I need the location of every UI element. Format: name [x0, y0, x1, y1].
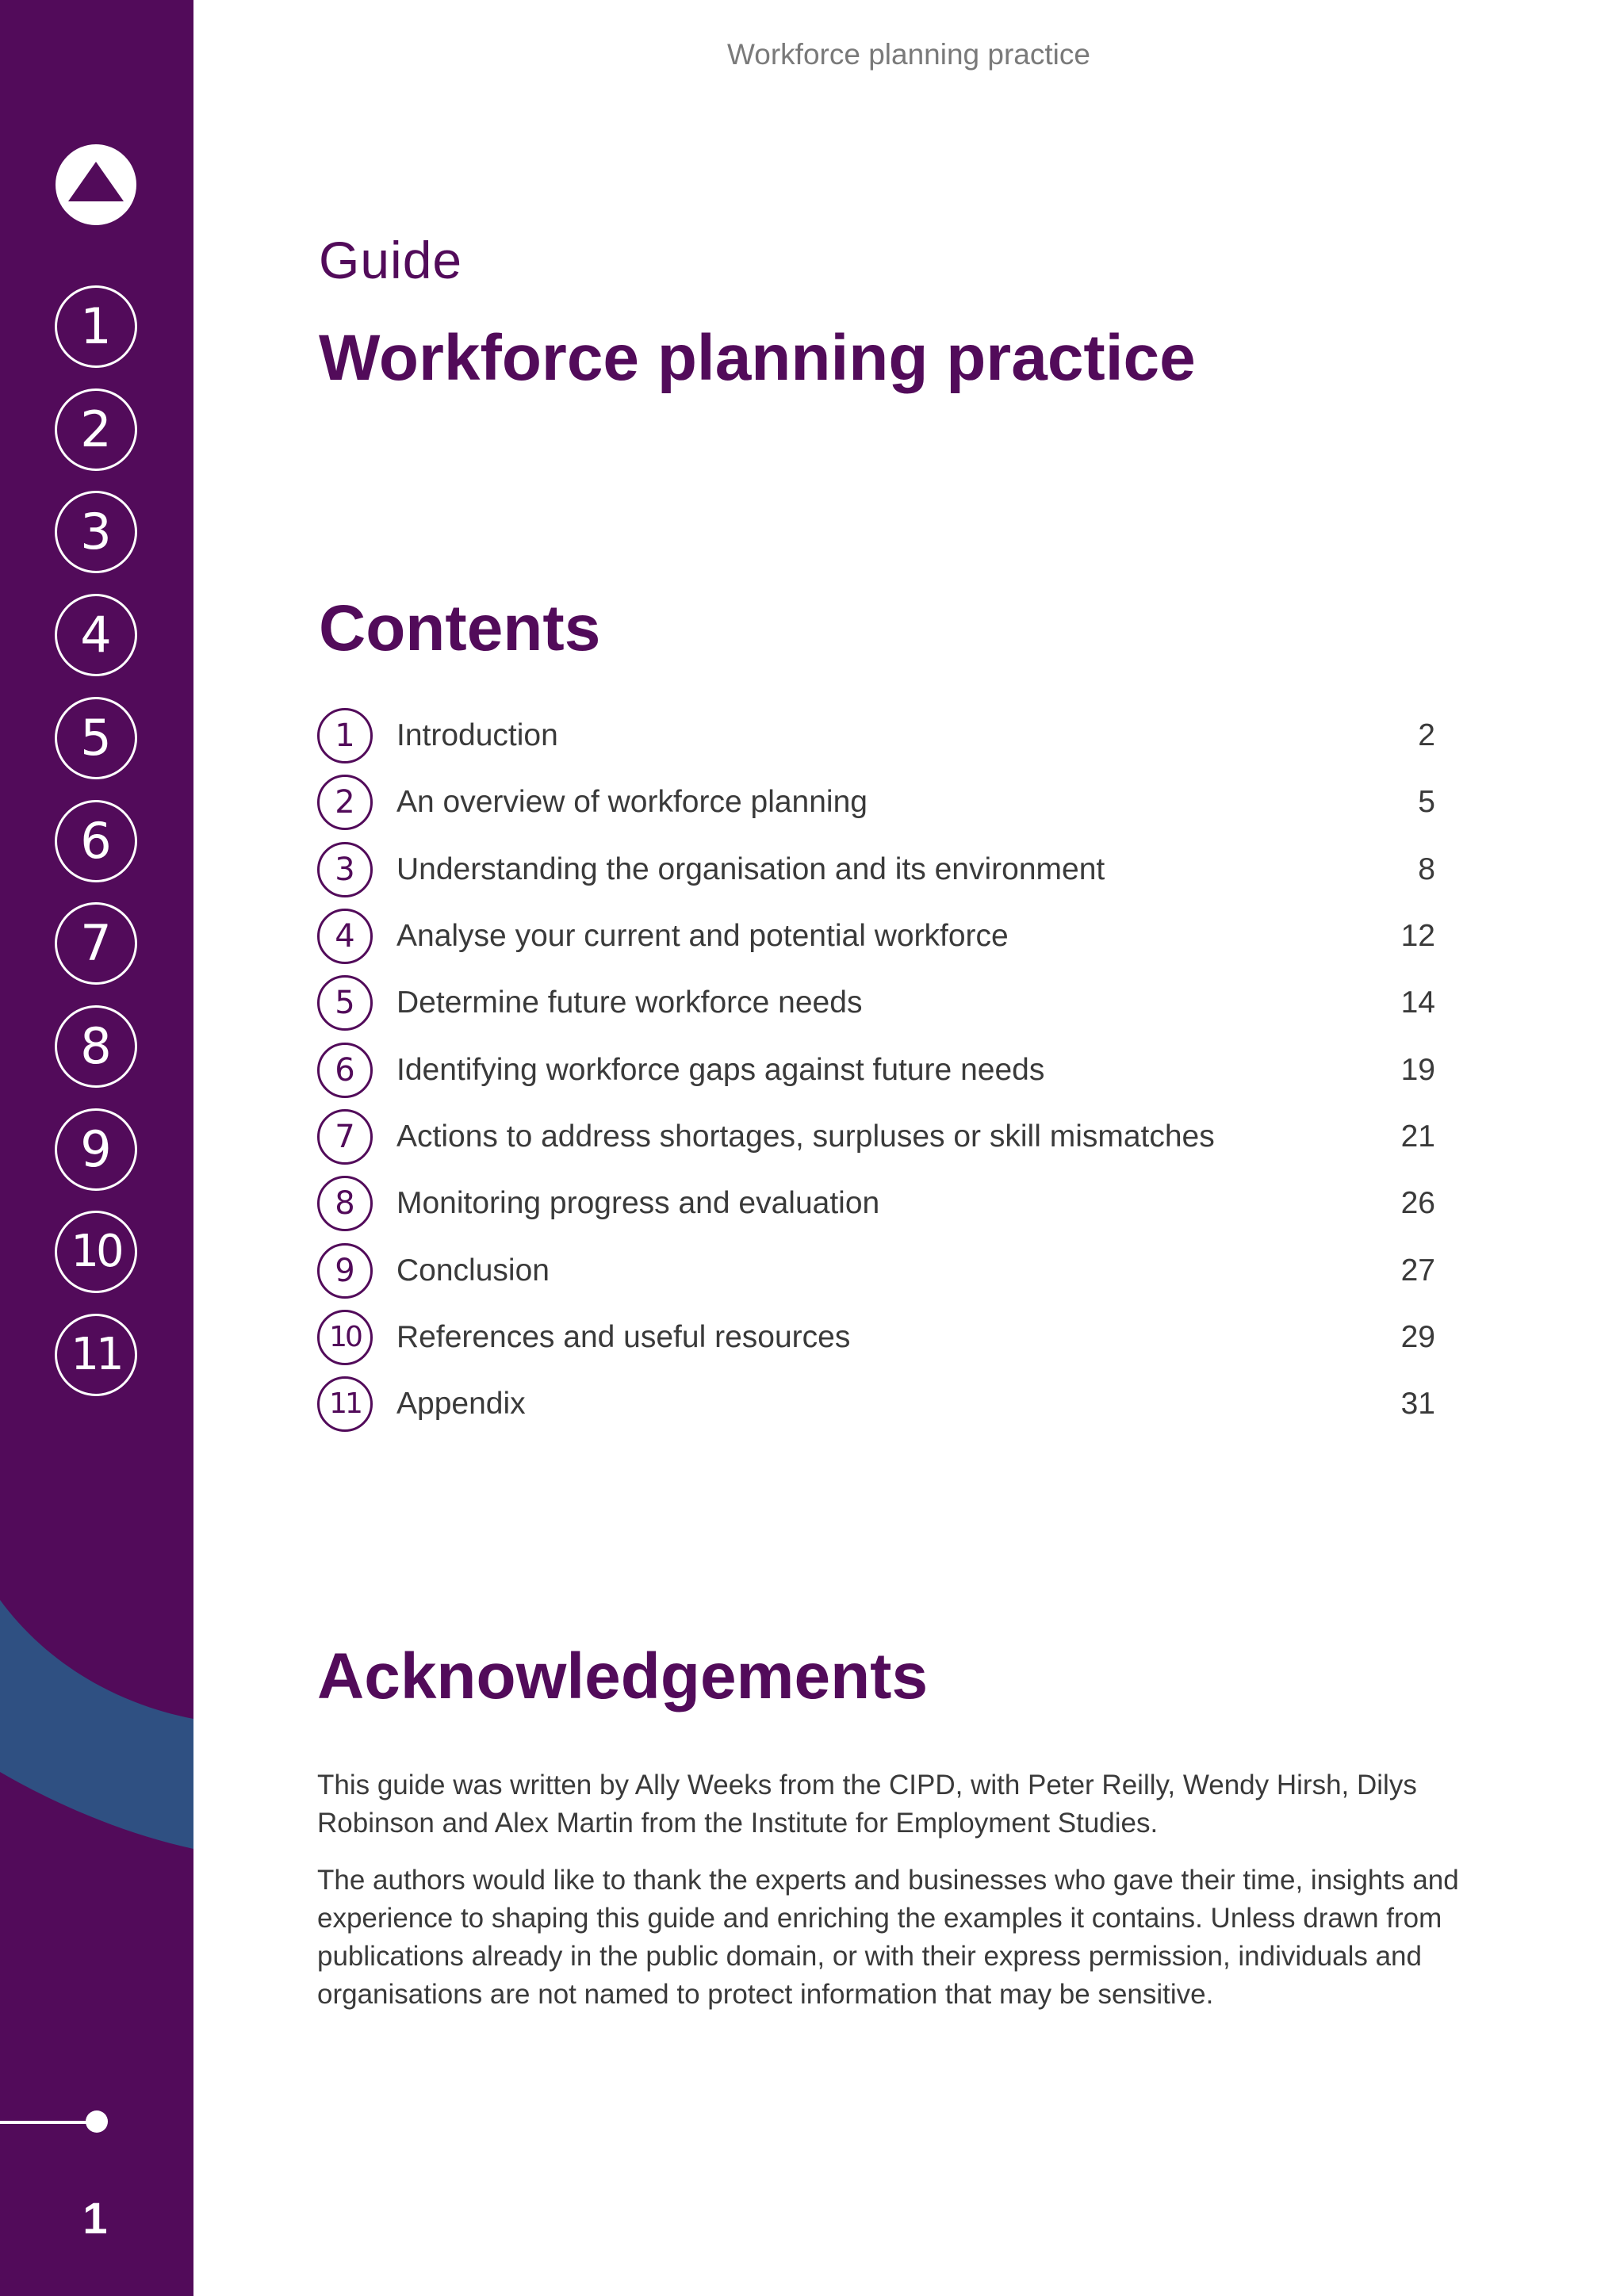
toc-entry-title: Identifying workforce gaps against future needs	[396, 1052, 1045, 1087]
toc-entry[interactable]	[317, 903, 1435, 970]
acknowledgements-paragraph: This guide was written by Ally Weeks from the CIPD, with Peter Reilly, Wendy Hirsh, Dilys Robinson and Alex Martin from the Institute for Employment Studies.	[317, 1770, 1417, 1839]
toc-entry-page: 31	[1400, 1387, 1435, 1422]
running-header: Workforce planning practice	[727, 38, 1090, 71]
toc-entry-page: 26	[1400, 1186, 1435, 1221]
page-indicator-line	[0, 2121, 89, 2124]
toc-entry-page: 2	[1418, 718, 1435, 753]
toc-entry-title: Analyse your current and potential workforce	[396, 919, 1009, 954]
toc-entry[interactable]	[317, 769, 1435, 836]
sidebar-section-3[interactable]: 3	[55, 491, 137, 573]
toc-entry-number: 1	[317, 708, 373, 763]
acknowledgements-heading: Acknowledgements	[317, 1640, 929, 1712]
page-number: 1	[82, 2193, 108, 2243]
toc-entry[interactable]	[317, 1104, 1435, 1170]
toc-entry-page: 5	[1418, 785, 1435, 820]
toc-entry[interactable]	[317, 970, 1435, 1036]
toc-entry[interactable]	[317, 702, 1435, 769]
toc-entry-page: 8	[1418, 851, 1435, 886]
toc-entry-title: Appendix	[396, 1387, 526, 1422]
contents-heading: Contents	[319, 592, 601, 664]
toc-entry-page: 19	[1400, 1052, 1435, 1087]
toc-entry-title: Understanding the organisation and its environment	[396, 851, 1105, 886]
toc-entry-page: 27	[1400, 1253, 1435, 1288]
toc-entry-number: 9	[317, 1243, 373, 1299]
toc-entry-title: An overview of workforce planning	[396, 785, 868, 820]
toc-entry-page: 12	[1400, 919, 1435, 954]
sidebar-section-10[interactable]: 10	[55, 1211, 137, 1293]
sidebar-section-9[interactable]: 9	[55, 1108, 137, 1191]
toc-entry-page: 29	[1400, 1319, 1435, 1354]
section-sidebar	[0, 0, 193, 2296]
toc-entry-number: 6	[317, 1043, 373, 1098]
sidebar-section-5[interactable]: 5	[55, 697, 137, 779]
document-title: Workforce planning practice	[319, 322, 1196, 394]
toc-entry-number: 7	[317, 1109, 373, 1165]
toc-entry-number: 4	[317, 909, 373, 964]
toc-entry-title: Monitoring progress and evaluation	[396, 1186, 880, 1221]
sidebar-section-6[interactable]: 6	[55, 800, 137, 882]
toc-entry[interactable]	[317, 1237, 1435, 1303]
toc-entry-title: References and useful resources	[396, 1319, 851, 1354]
toc-entry[interactable]	[317, 1170, 1435, 1237]
sidebar-section-2[interactable]: 2	[55, 388, 137, 471]
toc-entry-title: Actions to address shortages, surpluses or skill mismatches	[396, 1119, 1215, 1154]
sidebar-section-1[interactable]: 1	[55, 285, 137, 368]
toc-entry-number: 11	[317, 1376, 373, 1432]
toc-entry-title: Determine future workforce needs	[396, 985, 863, 1020]
home-button[interactable]	[56, 144, 136, 225]
toc-entry[interactable]	[317, 1304, 1435, 1371]
sidebar-section-7[interactable]: 7	[55, 902, 137, 985]
toc-entry-number: 8	[317, 1176, 373, 1231]
table-of-contents	[317, 702, 1435, 1437]
page-indicator-dot	[86, 2110, 108, 2133]
sidebar-section-4[interactable]: 4	[55, 594, 137, 676]
toc-entry-number: 10	[317, 1310, 373, 1365]
sidebar-section-11[interactable]: 11	[55, 1314, 137, 1396]
sidebar-section-8[interactable]: 8	[55, 1005, 137, 1088]
home-triangle-icon	[56, 144, 136, 225]
toc-entry-title: Introduction	[396, 718, 558, 753]
toc-entry-number: 5	[317, 975, 373, 1031]
acknowledgements-body	[317, 1766, 1507, 2033]
acknowledgements-paragraph: The authors would like to thank the experts and businesses who gave their time, insights and experience to shaping this guide and enriching the examples it contains. Unless drawn from publications already in the public domain, or with their express permission, individuals and organisations are not named to protect information that may be sensitive.	[317, 1865, 1459, 2010]
toc-entry-title: Conclusion	[396, 1253, 550, 1288]
toc-entry-number: 3	[317, 842, 373, 897]
document-type-label: Guide	[319, 231, 463, 289]
toc-entry-page: 14	[1400, 985, 1435, 1020]
toc-entry[interactable]	[317, 836, 1435, 903]
toc-entry-page: 21	[1400, 1119, 1435, 1154]
toc-entry[interactable]	[317, 1371, 1435, 1437]
toc-entry[interactable]	[317, 1036, 1435, 1103]
toc-entry-number: 2	[317, 775, 373, 830]
